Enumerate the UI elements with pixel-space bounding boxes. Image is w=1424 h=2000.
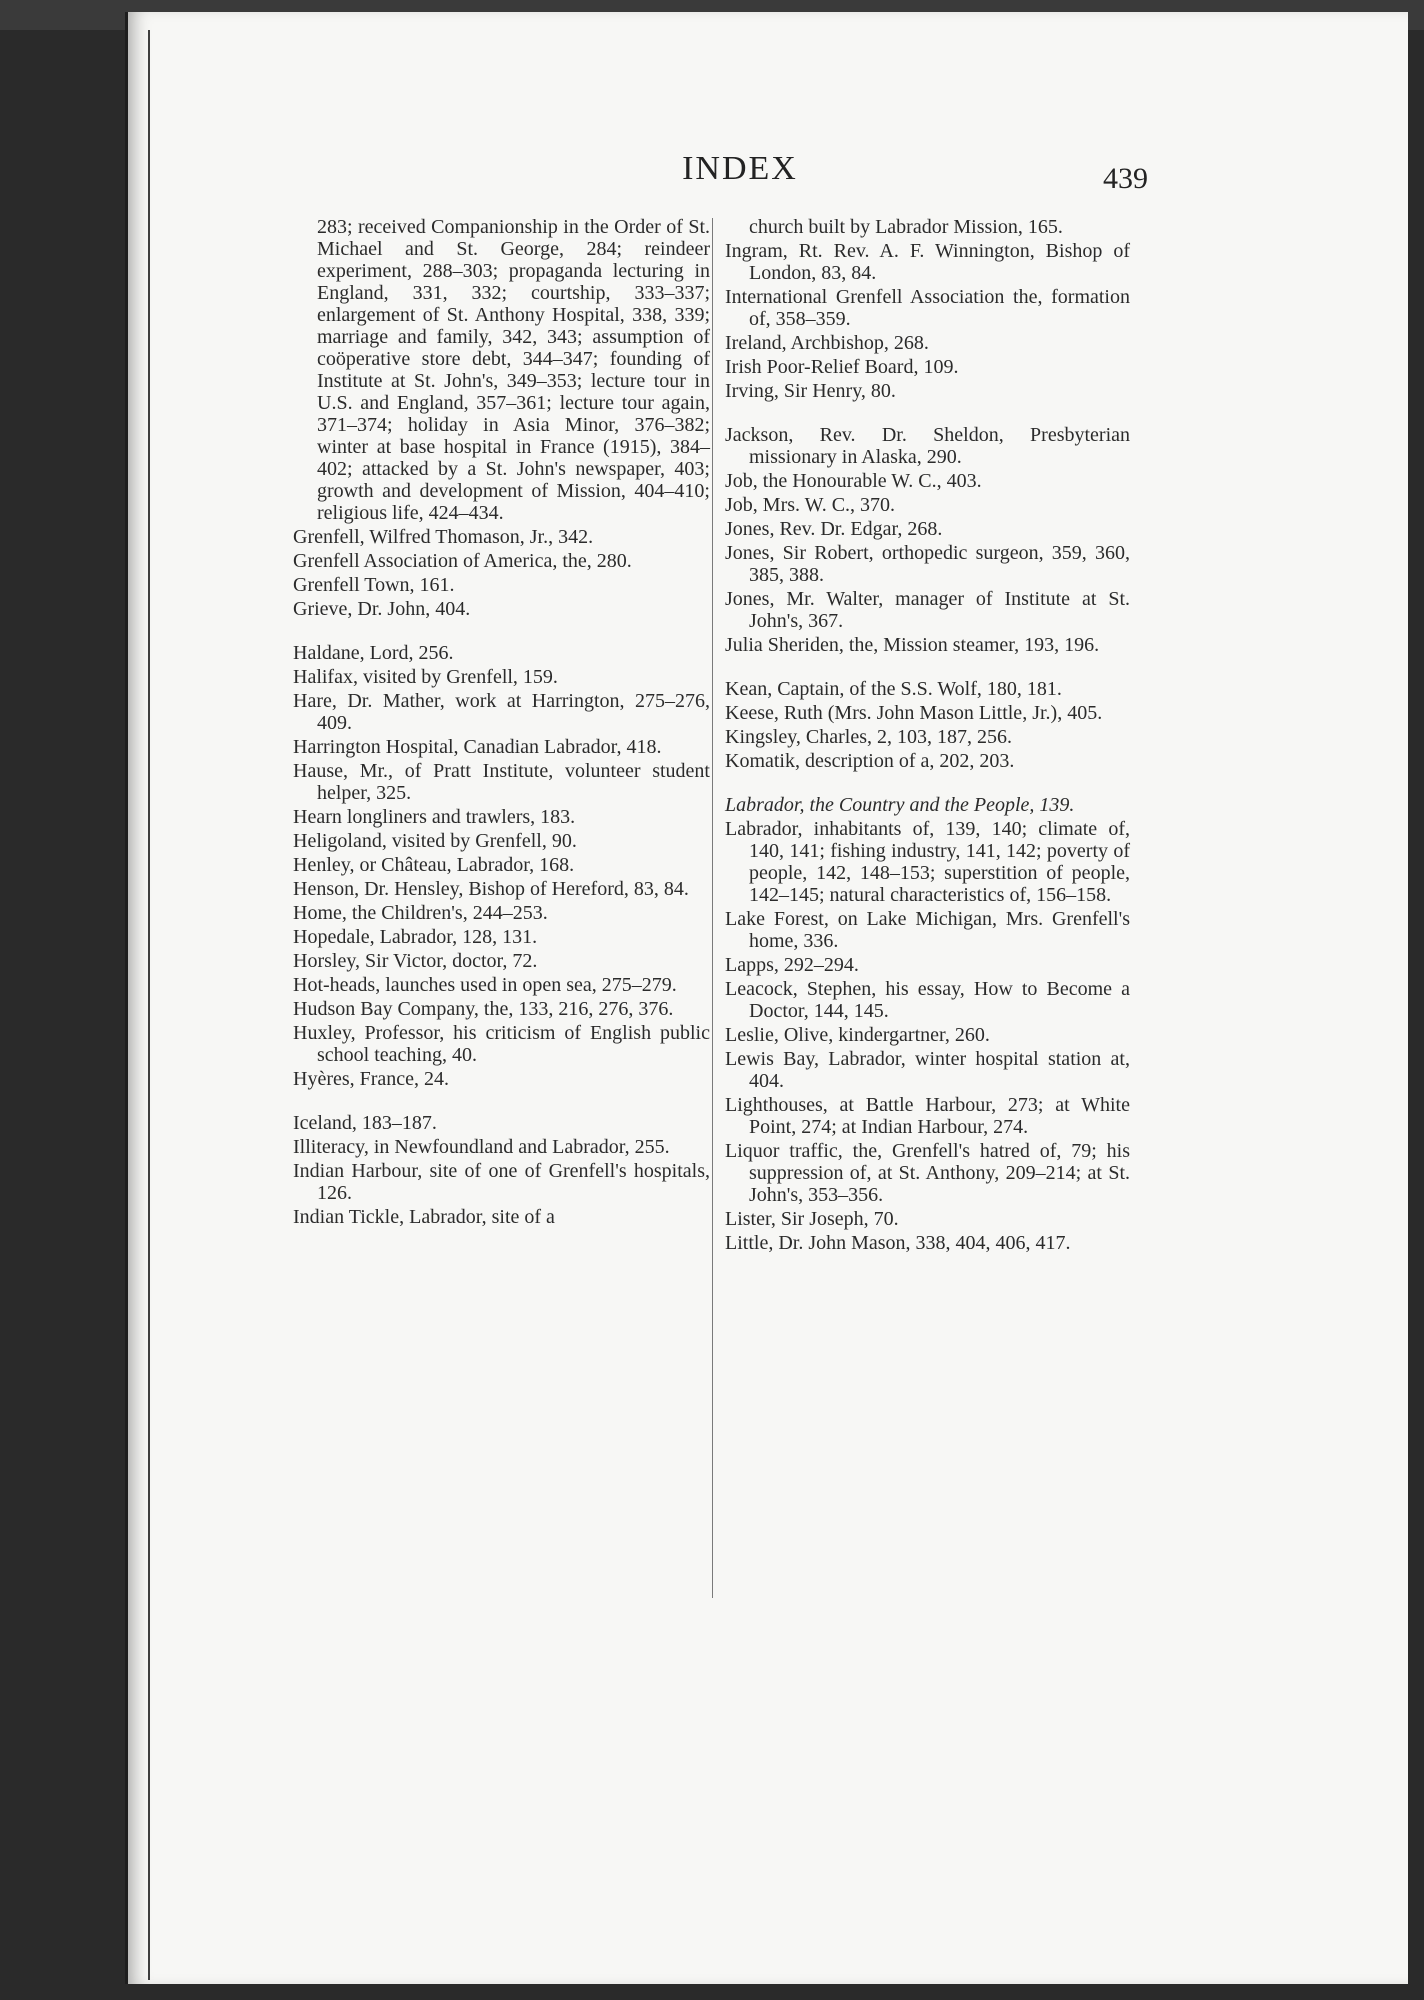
index-entry: Job, Mrs. W. C., 370. — [725, 494, 896, 516]
index-entry: Huxley, Professor, his criticism of English public school teaching, 40. — [293, 1022, 710, 1066]
running-head-title: INDEX — [682, 150, 798, 187]
index-entry: Lister, Sir Joseph, 70. — [725, 1208, 899, 1230]
index-entry: Liquor traffic, the, Grenfell's hatred of, 79; his suppression of, at St. Anthony, 209–214; at St. John's, 353–356. — [725, 1140, 1130, 1206]
index-entry: Lapps, 292–294. — [725, 954, 859, 976]
index-entry: Hyères, France, 24. — [293, 1068, 450, 1090]
index-entry: Illiteracy, in Newfoundland and Labrador, 255. — [293, 1136, 670, 1158]
index-entry: Jones, Rev. Dr. Edgar, 268. — [725, 518, 943, 540]
index-entry: Irish Poor-Relief Board, 109. — [725, 356, 959, 378]
index-entry: Irving, Sir Henry, 80. — [725, 380, 896, 402]
index-entry: Hare, Dr. Mather, work at Harrington, 275–276, 409. — [293, 690, 710, 734]
index-entry: Iceland, 183–187. — [293, 1112, 437, 1134]
index-entry: Henley, or Château, Labrador, 168. — [293, 854, 575, 876]
index-entry: Home, the Children's, 244–253. — [293, 902, 548, 924]
index-entry: Grieve, Dr. John, 404. — [293, 598, 471, 620]
index-entry: Ireland, Archbishop, 268. — [725, 332, 929, 354]
index-entry: Keese, Ruth (Mrs. John Mason Little, Jr.), 405. — [725, 702, 1103, 724]
index-entry: Job, the Honourable W. C., 403. — [725, 470, 982, 492]
index-entry: Jones, Mr. Walter, manager of Institute at St. John's, 367. — [725, 588, 1130, 632]
index-entry: Harrington Hospital, Canadian Labrador, 418. — [293, 736, 662, 758]
index-entry: Komatik, description of a, 202, 203. — [725, 750, 1015, 772]
index-entry: church built by Labrador Mission, 165. — [749, 216, 1063, 238]
index-entry: Hause, Mr., of Pratt Institute, volunteer student helper, 325. — [293, 760, 710, 804]
index-entry: Kean, Captain, of the S.S. Wolf, 180, 181. — [725, 678, 1062, 700]
index-entry: Little, Dr. John Mason, 338, 404, 406, 417. — [725, 1232, 1071, 1254]
index-entry: Grenfell, Wilfred Thomason, Jr., 342. — [293, 526, 594, 548]
index-entry: Labrador, inhabitants of, 139, 140; climate of, 140, 141; fishing industry, 141, 142; poverty of people, 142, 148–153; superstition of people, 142–145; natural characteristics of, 156–158. — [725, 818, 1130, 906]
index-entry: Haldane, Lord, 256. — [293, 642, 454, 664]
index-entry: Horsley, Sir Victor, doctor, 72. — [293, 950, 538, 972]
index-entry: Hopedale, Labrador, 128, 131. — [293, 926, 538, 948]
index-entry: Indian Harbour, site of one of Grenfell's hospitals, 126. — [293, 1160, 710, 1204]
page-gutter — [148, 30, 150, 1980]
index-entry: Jones, Sir Robert, orthopedic surgeon, 359, 360, 385, 388. — [725, 542, 1130, 586]
index-entry: Jackson, Rev. Dr. Sheldon, Presbyterian missionary in Alaska, 290. — [725, 424, 1130, 468]
index-entry: Henson, Dr. Hensley, Bishop of Hereford, 83, 84. — [293, 878, 689, 900]
index-entry: Halifax, visited by Grenfell, 159. — [293, 666, 558, 688]
index-entry: Hot-heads, launches used in open sea, 275–279. — [293, 974, 677, 996]
index-entry: Hudson Bay Company, the, 133, 216, 276, 376. — [293, 998, 674, 1020]
index-entry: Grenfell Town, 161. — [293, 574, 455, 596]
page-number: 439 — [1103, 162, 1148, 195]
index-entry: Grenfell Association of America, the, 280. — [293, 550, 632, 572]
index-entry: Labrador, the Country and the People, 139. — [725, 794, 1075, 816]
index-entry: Heligoland, visited by Grenfell, 90. — [293, 830, 577, 852]
index-entry: Hearn longliners and trawlers, 183. — [293, 806, 576, 828]
index-entry: 283; received Companionship in the Order of St. Michael and St. George, 284; reindeer experiment, 288–303; propaganda lecturing in England, 331, 332; courtship, 333–337; enlargement of St. Anthony Hospital, 338, 339; marriage and family, 342, 343; assumption of coöperative store debt, 344–347; founding of Institute at St. John's, 349–353; lecture tour in U.S. and England, 357–361; lecture tour again, 371–374; holiday in Asia Minor, 376–382; winter at base hospital in France (1915), 384–402; attacked by a St. John's newspaper, 403; growth and development of Mission, 404–410; religious life, 424–434. — [317, 216, 710, 524]
index-entry: Ingram, Rt. Rev. A. F. Winnington, Bishop of London, 83, 84. — [725, 240, 1130, 284]
index-entry: Lighthouses, at Battle Harbour, 273; at White Point, 274; at Indian Harbour, 274. — [725, 1094, 1130, 1138]
index-entry: Kingsley, Charles, 2, 103, 187, 256. — [725, 726, 1013, 748]
index-entry: Lewis Bay, Labrador, winter hospital station at, 404. — [725, 1048, 1130, 1092]
index-column-right — [725, 216, 1130, 1256]
index-entry: Indian Tickle, Labrador, site of a — [293, 1206, 555, 1228]
index-entry: International Grenfell Association the, formation of, 358–359. — [725, 286, 1130, 330]
index-entry: Leacock, Stephen, his essay, How to Become a Doctor, 144, 145. — [725, 978, 1130, 1022]
index-entry: Lake Forest, on Lake Michigan, Mrs. Grenfell's home, 336. — [725, 908, 1130, 952]
index-column-left — [293, 216, 710, 1230]
index-entry: Leslie, Olive, kindergartner, 260. — [725, 1024, 990, 1046]
index-entry: Julia Sheriden, the, Mission steamer, 193, 196. — [725, 634, 1100, 656]
column-divider — [712, 218, 713, 1598]
